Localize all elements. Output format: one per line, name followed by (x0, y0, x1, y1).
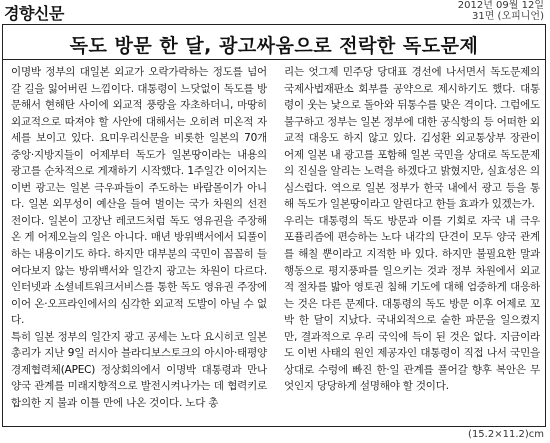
issue-meta (458, 0, 544, 22)
article-paragraph: 특히 일본 정부의 일간지 광고 공세는 노다 요시히코 일본 총리가 지난 9일 러시아 블라디보스토크의 아시아·태평양경제협력체(APEC) 정상회의에서 이명박 대통령과 만나 양국 관계를 미래지향적으로 발전시켜나가는 데 협력키로 합의한 지 불과 이틀 만에 나온 것이다. 노다 총 (11, 330, 267, 409)
article-paragraph: 이명박 정부의 대일본 외교가 오락가락하는 정도를 넘어 갈 길을 잃어버린 느낌이다. 대통령이 느닷없이 독도를 방문해서 현해탄 사이에 외교적 풍랑을 자초하더니, 마땅히 외교적으로 따져야 할 사안에 대해서는 오히려 미온적 자세를 보이고 있다. 요미우리신문을 비롯한 일본의 70개 중앙·지방지들이 어제부터 독도가 일본땅이라는 내용의 광고를 순차적으로 게재하기 시작했다. 1주일간 이어지는 이번 광고는 일본 극우파들이 주도하는 바람몰이가 아니다. 일본 외무성이 예산을 들여 벌이는 국가 차원의 선전전이다. 일본이 고장난 레코드처럼 독도 영유권을 주장해온 게 어제오늘의 일은 아니다. 매년 방위백서에서 되풀이하는 내용이기도 하다. 하지만 대부분의 국민이 꼼꼼히 들여다보지 않는 방위백서와 일간지 광고는 차원이 다르다. 인터넷과 소셜네트워크서비스를 통한 독도 영유권 주장에 이어 온·오프라인에서의 심각한 외교적 도발이 아닐 수 없다. (11, 66, 267, 327)
article-paragraph: 리는 엇그제 민주당 당대표 경선에 나서면서 독도문제의 국제사법재판소 회부를 공약으로 제시하기도 했다. 대통령이 웃는 낯으로 돌아와 뒤통수를 맞은 격이다. 그럼에도 불구하고 정부는 일본 정부에 대한 공식항의 등 어떠한 외교적 대응도 하지 않고 있다. 김성환 외교통상부 장관이 어제 일본 내 광고를 포함해 일본 국민을 상대로 독도문제의 진실을 알리는 노력을 하겠다고 밝혔지만, 실효성은 의심스럽다. 역으로 일본 정부가 한국 내에서 광고 등을 통해 독도가 일본땅이라고 알린다고 한들 효과가 있겠는가. (284, 66, 540, 211)
editorial-headline: 독도 방문 한 달, 광고싸움으로 전락한 독도문제 (69, 35, 479, 57)
headline-box (2, 24, 546, 60)
article-column-left (11, 64, 267, 411)
clipping-size-note: (15.2×11.2)cm (468, 429, 544, 440)
masthead (0, 0, 550, 22)
article-paragraph: 우리는 대통령의 독도 방문과 이를 기회로 자국 내 극우 포퓰리즘에 편승하는 노다 내각의 단견이 모두 양국 관계를 해칠 뿐이라고 지적한 바 있다. 하지만 불필요한 말과 행동으로 평지풍파를 일으키는 것과 정부 차원에서 외교적 절차를 밟아 영토권 침해 기도에 대해 엄중하게 대응하는 것은 다른 문제다. 대통령의 독도 방문 이후 어제로 꼬박 한 달이 지났다. 국내외적으로 숱한 파문을 일으켰지만, 결과적으로 우리 국익에 득이 된 것은 없다. 지금이라도 이번 사태의 원인 제공자인 대통령이 직접 나서 국민을 상대로 수렁에 빠진 한·일 관계를 풀어갈 향후 복안은 무엇인지 당당하게 설명해야 할 것이다. (284, 214, 540, 393)
issue-date: 2012년 09월 12일 (457, 0, 544, 11)
article-column-right (284, 64, 540, 395)
newspaper-logo: 경향신문 (4, 4, 64, 23)
page-section: 31면 (오피니언) (471, 11, 544, 22)
